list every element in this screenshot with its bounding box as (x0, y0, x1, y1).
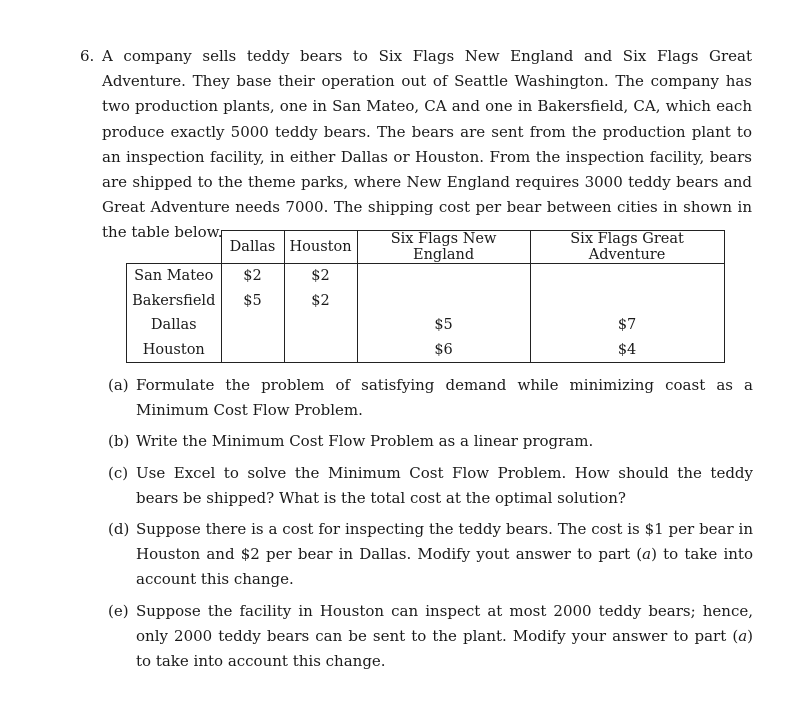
table-cell: $2 (221, 264, 284, 289)
table-cell (221, 338, 284, 363)
sub-question-c (108, 461, 753, 511)
table-cell: $7 (530, 313, 724, 338)
sub-question-label: (d) (108, 520, 130, 539)
problem-number: 6. (80, 47, 95, 65)
sub-question-text: Formulate the problem of satisfying demand while minimizing coast as a Minimum Cost Flow Problem. (136, 376, 753, 420)
sub-question-a (108, 373, 753, 423)
problem-text: A company sells teddy bears to Six Flags New England and Six Flags Great Adventure. They base their operation out of Seattle Washington. The company has two production plants, one in San Mateo, CA and one in Bakersfield, CA, which each produce exactly 5000 teddy bears. The bears are sent from the production plant to an inspection facility, in either Dallas or Houston. From the inspection facility, bears are shipped to the theme parks, where New England requires 3000 teddy bears and Great Adventure needs 7000. The shipping cost per bear between cities in shown in the table below. (102, 47, 752, 242)
table-cell: $2 (284, 289, 357, 314)
column-header-great-adventure: Six Flags Great Adventure (530, 231, 724, 264)
column-header-new-england: Six Flags New England (357, 231, 530, 264)
sub-question-label: (b) (108, 432, 130, 451)
column-header-houston: Houston (284, 231, 357, 264)
sub-question-text: Use Excel to solve the Minimum Cost Flow Problem. How should the teddy bears be shipped? What is the total cost at the optimal solution? (136, 463, 753, 507)
table-row (127, 338, 725, 363)
table-cell: $2 (284, 264, 357, 289)
column-header-dallas: Dallas (221, 231, 284, 264)
table-row (127, 264, 725, 289)
row-label: Houston (127, 338, 222, 363)
table-cell: $4 (530, 338, 724, 363)
table-cell: $5 (357, 313, 530, 338)
table-row (127, 289, 725, 314)
table-cell: $5 (221, 289, 284, 314)
row-label: Dallas (127, 313, 222, 338)
sub-question-e (108, 599, 753, 675)
table-cell (221, 313, 284, 338)
sub-questions (108, 373, 753, 680)
problem-header (80, 44, 752, 246)
table-corner-cell (127, 231, 222, 264)
sub-question-label: (c) (108, 463, 129, 482)
table-cell (357, 264, 530, 289)
table-cell (357, 289, 530, 314)
sub-question-text: Suppose there is a cost for inspecting the teddy bears. The cost is $1 per bear in Houston and $2 per bear in Dallas. Modify yout answer to part (a) to take into account this change. (136, 520, 753, 589)
table-header-row (127, 231, 725, 264)
table-cell (284, 313, 357, 338)
sub-question-text: Suppose the facility in Houston can inspect at most 2000 teddy bears; hence, only 2000 teddy bears can be sent to the plant. Modify your answer to part (a) to take into account this change. (136, 601, 753, 671)
sub-question-label: (a) (108, 376, 129, 394)
table-cell (284, 338, 357, 363)
sub-question-d (108, 517, 753, 593)
sub-question-b (108, 429, 753, 454)
sub-question-label: (e) (108, 601, 129, 620)
problem-statement (80, 44, 752, 246)
shipping-cost-table (126, 230, 725, 363)
table-cell (530, 289, 724, 314)
table-row (127, 313, 725, 338)
table-cell: $6 (357, 338, 530, 363)
row-label: Bakersfield (127, 289, 222, 314)
sub-question-text: Write the Minimum Cost Flow Problem as a linear program. (136, 432, 594, 451)
row-label: San Mateo (127, 264, 222, 289)
table-cell (530, 264, 724, 289)
